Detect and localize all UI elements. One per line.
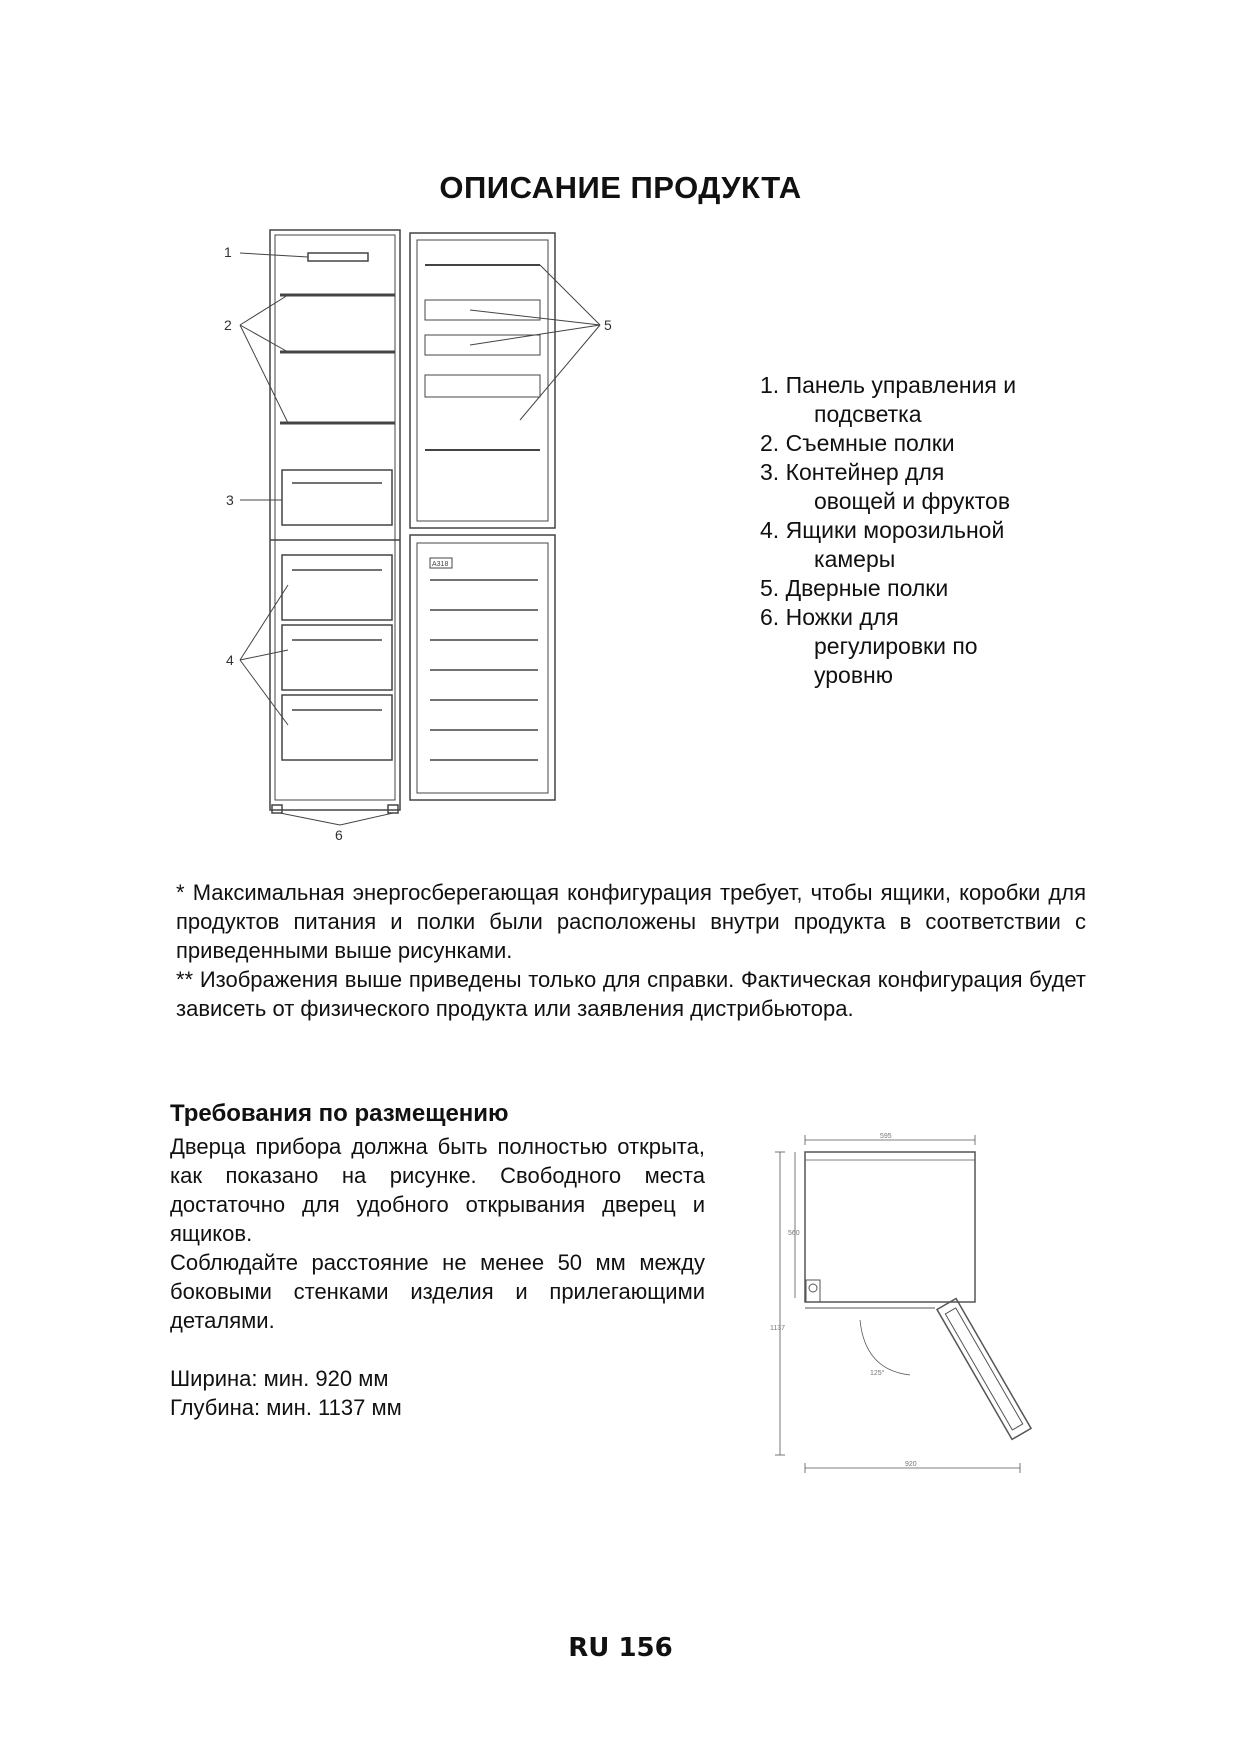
door-angle: 125° bbox=[870, 1370, 885, 1377]
legend-item bbox=[760, 574, 1090, 603]
legend-text-cont: подсветка bbox=[814, 401, 922, 427]
legend-text-cont: регулировки по bbox=[814, 633, 978, 659]
legend-text: Контейнер для bbox=[785, 459, 945, 485]
legend-text: Дверные полки bbox=[785, 575, 949, 601]
legend-text: Панель управления и bbox=[785, 372, 1017, 398]
legend-text: Съемные полки bbox=[785, 430, 955, 456]
figure-label-2: 2 bbox=[224, 317, 232, 333]
placement-paragraph-2: Соблюдайте расстояние не менее 50 мм между боковыми стенками изделия и прилегающими деталями. bbox=[170, 1250, 705, 1333]
legend-text-cont: камеры bbox=[814, 546, 896, 572]
legend-number: 2. bbox=[760, 430, 780, 456]
dimension-depth-cabinet: 560 bbox=[788, 1230, 800, 1237]
legend-text: Ножки для bbox=[785, 604, 899, 630]
note-energy: * Максимальная энергосберегающая конфигурация требует, чтобы ящики, коробки для продуктов питания и полки были расположены внутри продукта в соответствии с приведенными выше рисунками. bbox=[176, 880, 1086, 963]
legend-text-cont: овощей и фруктов bbox=[814, 488, 1011, 514]
placement-text bbox=[170, 1132, 705, 1422]
placement-heading: Требования по размещению bbox=[170, 1100, 509, 1127]
dimension-depth-total: 1137 bbox=[770, 1325, 786, 1332]
min-width: Ширина: мин. 920 мм bbox=[170, 1366, 389, 1391]
page-title: ОПИСАНИЕ ПРОДУКТА bbox=[439, 170, 802, 205]
placement-paragraph-1: Дверца прибора должна быть полностью открыта, как показано на рисунке. Свободного места достаточно для удобного открывания дверец и ящиков. bbox=[170, 1134, 705, 1246]
legend-item bbox=[760, 371, 1090, 429]
legend-number: 4. bbox=[760, 517, 780, 543]
parts-legend bbox=[760, 371, 1090, 690]
dimension-width-total: 920 bbox=[905, 1461, 917, 1468]
energy-badge: A318 bbox=[432, 561, 449, 568]
legend-number: 3. bbox=[760, 459, 780, 485]
control-panel-shape bbox=[308, 253, 368, 261]
legend-number: 6. bbox=[760, 604, 780, 630]
legend-item bbox=[760, 516, 1090, 574]
placement-diagram bbox=[760, 1130, 1070, 1490]
legend-text: Ящики морозильной bbox=[785, 517, 1005, 543]
fridge-diagram bbox=[220, 225, 690, 845]
figure-label-4: 4 bbox=[226, 652, 234, 668]
figure-label-5: 5 bbox=[604, 317, 612, 333]
figure-label-3: 3 bbox=[226, 492, 234, 508]
legend-item bbox=[760, 429, 1090, 458]
figure-label-1: 1 bbox=[224, 244, 232, 260]
legend-item bbox=[760, 603, 1090, 690]
legend-text-cont: уровню bbox=[814, 662, 893, 688]
notes bbox=[176, 878, 1086, 1023]
legend-number: 1. bbox=[760, 372, 780, 398]
page-number: RU 156 bbox=[568, 1633, 673, 1663]
min-depth: Глубина: мин. 1137 мм bbox=[170, 1395, 402, 1420]
figure-label-6: 6 bbox=[335, 827, 343, 843]
legend-item bbox=[760, 458, 1090, 516]
note-images: ** Изображения выше приведены только для справки. Фактическая конфигурация будет зависеть от физического продукта или заявления дистрибьютора. bbox=[176, 967, 1086, 1021]
legend-number: 5. bbox=[760, 575, 780, 601]
dimension-width-top: 595 bbox=[880, 1133, 892, 1140]
